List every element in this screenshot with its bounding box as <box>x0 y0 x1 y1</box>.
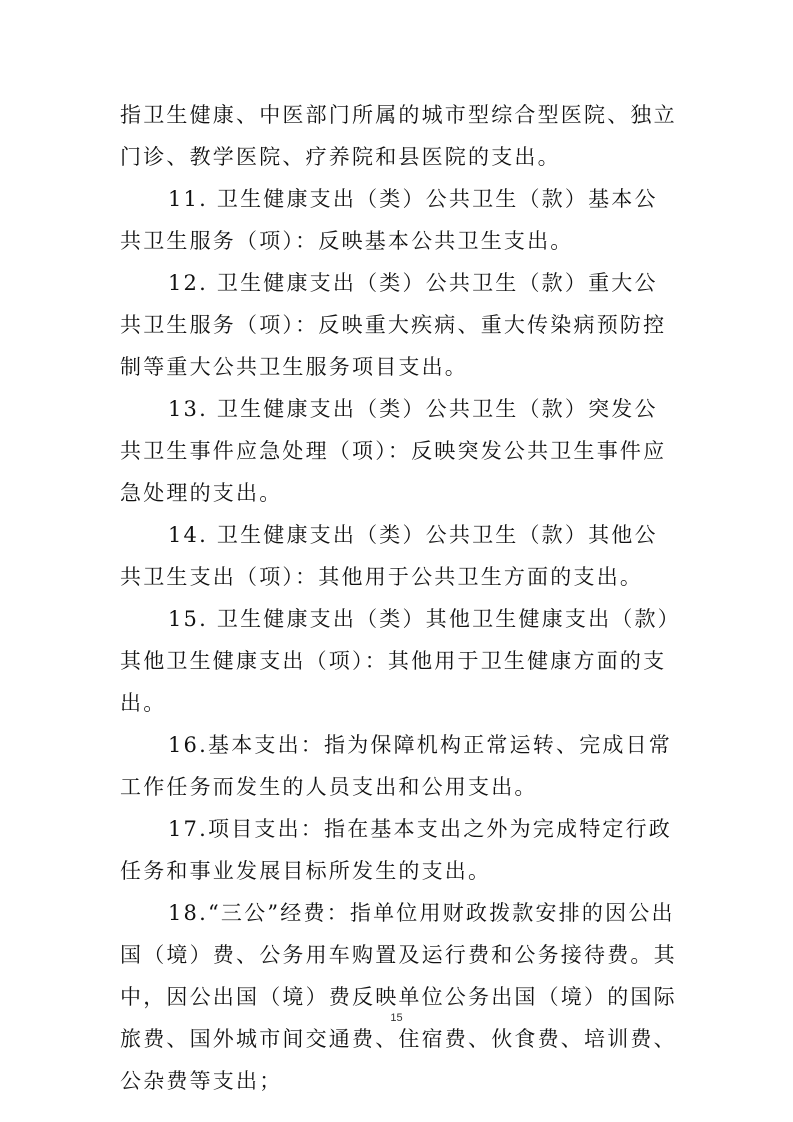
paragraph-item-13: 13. 卫生健康支出（类）公共卫生（款）突发公共卫生事件应急处理（项）：反映突发公共卫生事件应急处理的支出。 <box>120 397 667 505</box>
paragraph-item-12: 12. 卫生健康支出（类）公共卫生（款）重大公共卫生服务（项）：反映重大疾病、重大传染病预防控制等重大公共卫生服务项目支出。 <box>120 271 667 379</box>
document-body <box>120 94 680 1102</box>
paragraph-item-16: 16.基本支出：指为保障机构正常运转、完成日常工作任务而发生的人员支出和公用支出。 <box>120 733 672 799</box>
paragraph-item-17: 17.项目支出：指在基本支出之外为完成特定行政任务和事业发展目标所发生的支出。 <box>120 817 672 883</box>
paragraph-item-15: 15. 卫生健康支出（类）其他卫生健康支出（款）其他卫生健康支出（项）：其他用于卫生健康方面的支出。 <box>120 607 671 715</box>
paragraph-item-18: 18.“三公”经费：指单位用财政拨款安排的因公出国（境）费、公务用车购置及运行费和公务接待费。其中，因公出国（境）费反映单位公务出国（境）的国际旅费、国外城市间交通费、住宿费、伙食费、培训费、公杂费等支出； <box>120 901 677 1093</box>
page-number: 15 <box>390 1012 403 1024</box>
paragraph-continuation: 指卫生健康、中医部门所属的城市型综合型医院、独立门诊、教学医院、疗养院和县医院的支出。 <box>120 103 677 169</box>
paragraph-item-14: 14. 卫生健康支出（类）公共卫生（款）其他公共卫生支出（项）：其他用于公共卫生方面的支出。 <box>120 523 658 589</box>
paragraph-item-11: 11. 卫生健康支出（类）公共卫生（款）基本公共卫生服务（项）：反映基本公共卫生支出。 <box>120 187 658 253</box>
